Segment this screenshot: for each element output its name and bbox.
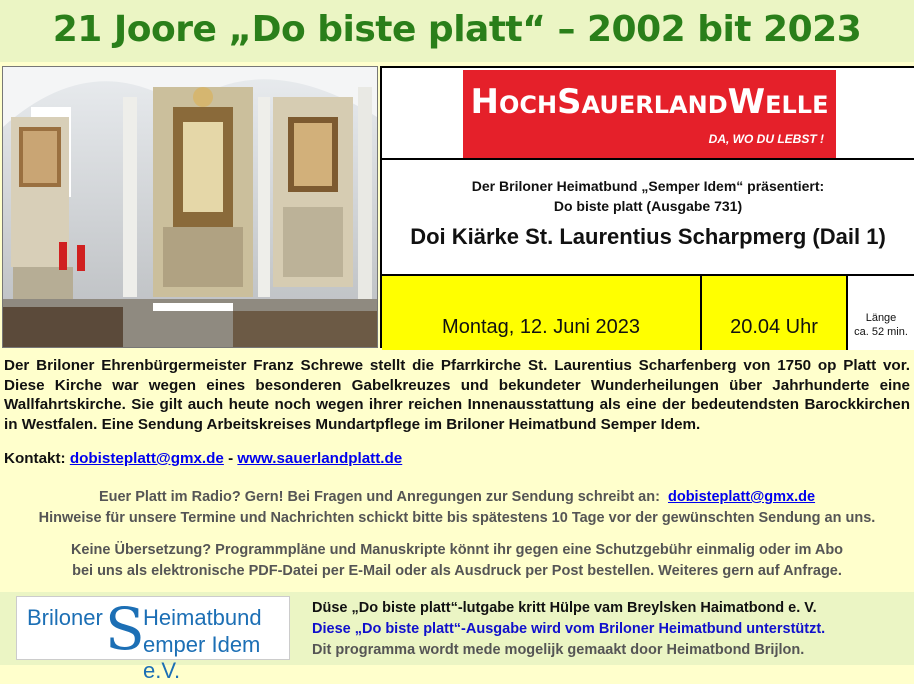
- order-line1: Keine Übersetzung? Programmpläne und Manuskripte könnt ihr gegen eine Schutzgebühr einmalig oder im Abo: [70, 542, 844, 558]
- sponsor-line-dutch: Dit programma wordt mede mogelijk gemaakt door Heimatbond Brijlon.: [312, 642, 805, 658]
- sponsor-lines: [312, 598, 825, 661]
- broadcast-time: 20.04 Uhr: [730, 316, 818, 338]
- length-value: ca. 52 min.: [854, 326, 908, 338]
- date-cell: [382, 276, 702, 350]
- footer: [0, 592, 914, 683]
- sponsor-line-plattdeutsch: Düse „Do biste platt“-lutgabe kritt Hülpe vam Breylsken Haimatbond e. V.: [312, 600, 817, 616]
- faq-line1-text: Euer Platt im Radio? Gern! Bei Fragen und Anregungen zur Sendung schreibt an:: [98, 489, 660, 505]
- hb-logo-heimatbund: Heimatbund: [143, 605, 262, 630]
- logo-name: HochSauerlandWelle: [470, 82, 829, 122]
- faq-email-link[interactable]: dobisteplatt@gmx.de: [667, 489, 816, 505]
- broadcast-date: Montag, 12. Juni 2023: [442, 316, 640, 338]
- episode-description: Der Briloner Ehrenbürgermeister Franz Schrewe stellt die Pfarrkirche St. Laurentius Scharfenberg von 1750 op Platt vor. Diese Kirche war wegen eines besonderen Gabelkreuzes und bekundeter Wunderheilungen über Jahrhunderte eine Wallfahrtskirche. Sie gilt auch heute noch wegen ihrer reichen Innenausstattung als eine der bedeutendsten Barockkirchen in Westfalen. Eine Sendung Arbeitskreises Mundartpflege im Briloner Heimatbund Semper Idem.: [4, 357, 910, 433]
- sponsor-line-german: Diese „Do biste platt“-Ausgabe wird vom Briloner Heimatbund unterstützt.: [312, 621, 826, 637]
- hb-logo-briloner: Briloner: [27, 605, 103, 630]
- radio-station-logo: [463, 70, 836, 158]
- logo-area: [382, 68, 914, 160]
- logo-slogan: DA, WO DU LEBST !: [708, 132, 824, 146]
- faq-block: [0, 487, 914, 529]
- contact-separator: -: [223, 450, 238, 467]
- order-line2: bei uns als elektronische PDF-Datei per E-Mail oder als Ausdruck per Post bestellen. Weiteres gern auf Anfrage.: [72, 563, 842, 579]
- length-label: Länge: [865, 312, 897, 324]
- top-block: [0, 66, 914, 348]
- heimatbund-logo: [16, 595, 290, 683]
- broadcast-info-panel: [380, 66, 914, 348]
- time-cell: [702, 276, 848, 350]
- length-cell: [848, 276, 914, 350]
- website-link[interactable]: www.sauerlandplatt.de: [237, 450, 403, 467]
- faq-line2: Hinweise für unsere Termine und Nachrichten schickt bitte bis spätestens 10 Tage vor der gewünschten Sendung an uns.: [38, 510, 876, 526]
- order-block: [0, 540, 914, 582]
- hb-logo-semper: emper Idem e.V.: [143, 632, 261, 683]
- contact-label: Kontakt:: [4, 450, 66, 467]
- page-title: 21 Joore „Do biste platt“ – 2002 bit 2023: [0, 0, 914, 62]
- schedule-row: [382, 274, 914, 350]
- hb-logo-s: S: [105, 595, 145, 663]
- contact-email-link[interactable]: dobisteplatt@gmx.de: [69, 450, 224, 467]
- contact-line: [4, 450, 402, 467]
- church-interior-photo: [2, 66, 378, 348]
- episode-title: Doi Kiärke St. Laurentius Scharpmerg (Dail 1): [410, 224, 886, 249]
- presents-line: Der Briloner Heimatbund „Semper Idem“ präsentiert:: [471, 178, 825, 194]
- edition-line: Do biste platt (Ausgabe 731): [553, 198, 743, 214]
